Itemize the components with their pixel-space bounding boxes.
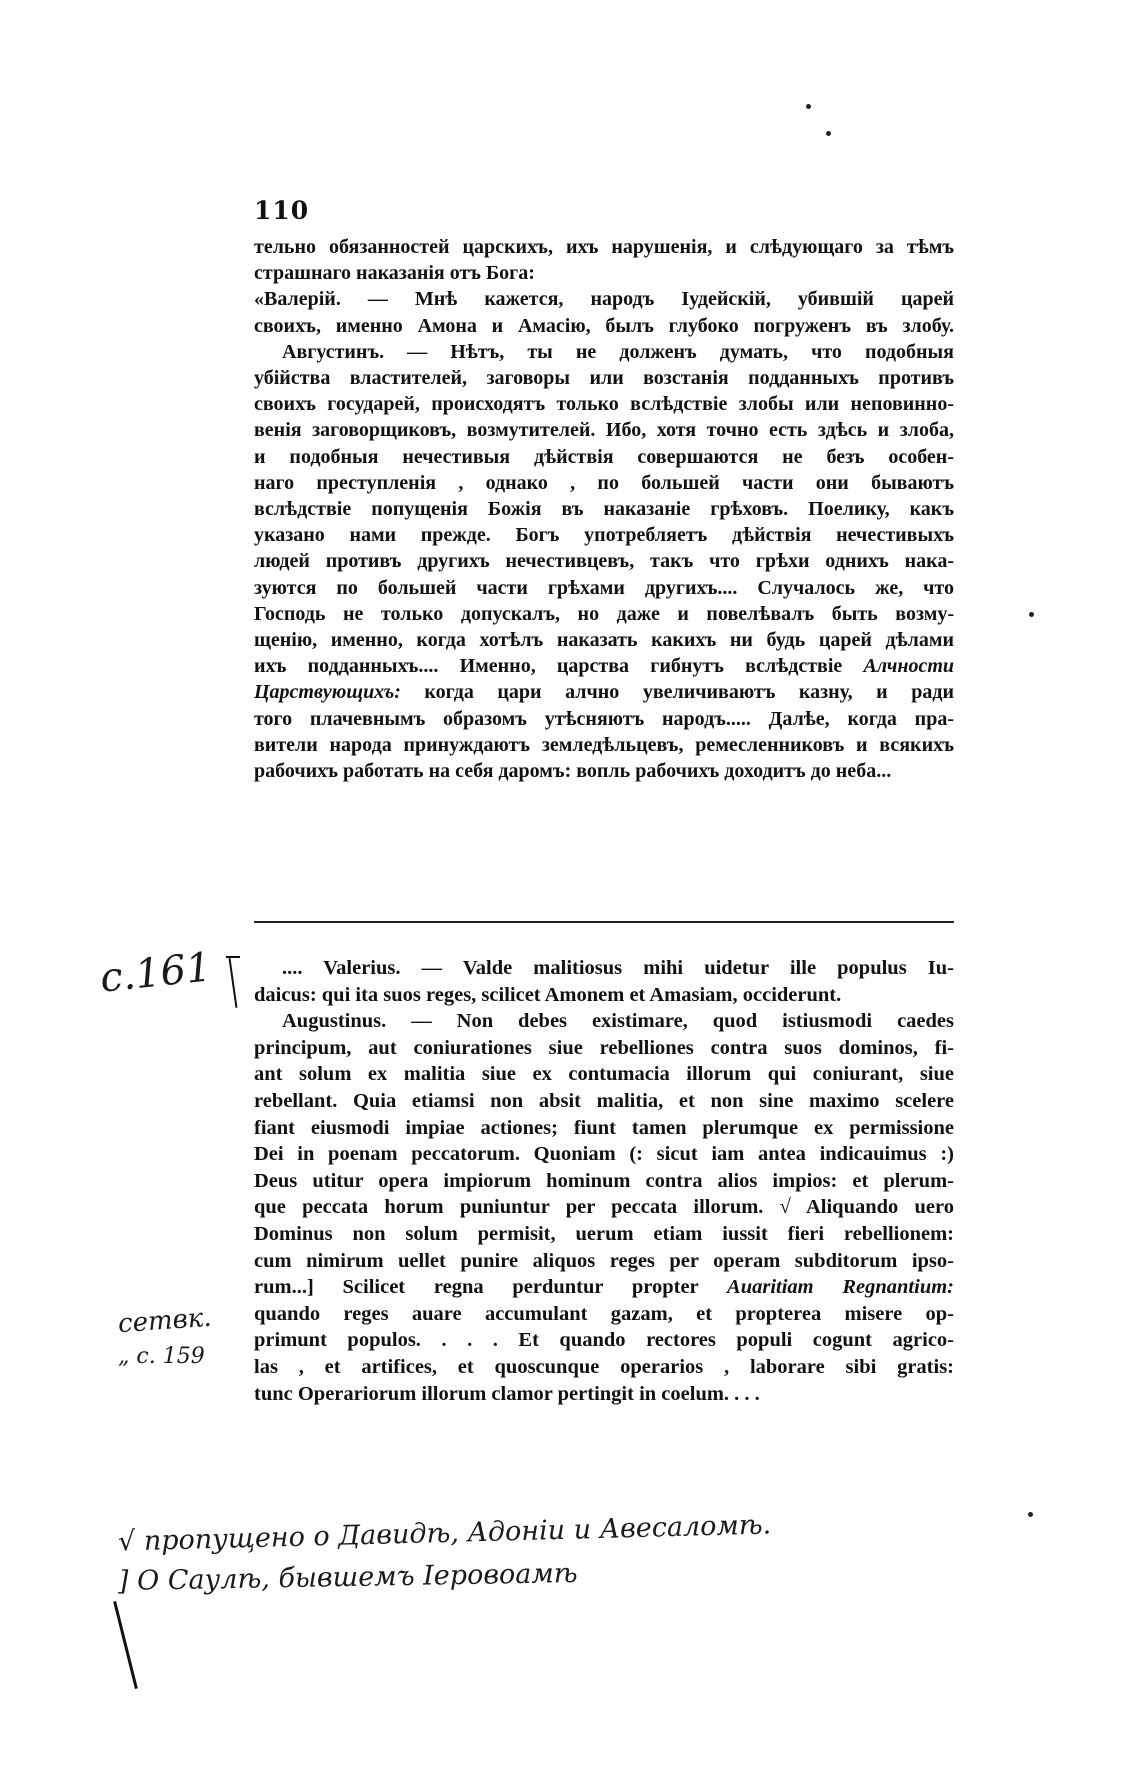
latin-text [254, 955, 954, 1407]
speck-2 [826, 131, 831, 136]
ru-line-3: «Валерій. — Мнѣ кажется, народъ Іудейскій, убившій царей [254, 288, 954, 311]
ru-line-16: щенію, именно, когда хотѣлъ наказать какихъ ни будь царей дѣлами [254, 629, 954, 652]
la-line-1: .... Valerius. — Valde malitiosus mihi uidetur ille populus Iu- [282, 957, 954, 979]
page-number: 110 [254, 196, 310, 225]
russian-text [254, 234, 954, 784]
handwritten-margin-ref-2: ceтвк. [117, 1302, 213, 1340]
la-line-2: daicus: qui ita suos reges, scilicet Amonem et Amasiam, occiderunt. [254, 983, 842, 1006]
la-line-6: rebellant. Quia etiamsi non absit malitia, et non sine maximo scelere [254, 1089, 954, 1112]
ru-line-8: венія заговорщиковъ, возмутителей. Ибо, хотя точно есть здѣсь и злоба, [254, 419, 954, 442]
ru-line-4: своихъ, именно Амона и Амасію, былъ глубоко погруженъ въ злобу. [254, 314, 954, 337]
la-line-3: Augustinus. — Non debes existimare, quod istiusmodi caedes [282, 1010, 954, 1033]
ru-line-1: тельно обязанностей царскихъ, ихъ нарушенія, и слѣдующаго за тѣмъ [254, 236, 954, 258]
ru-line-6: убійства властителей, заговоры или возстанія подданныхъ противъ [254, 367, 954, 390]
la-line-5: ant solum ex malitia siue ex contumacia illorum qui coniurant, siue [254, 1063, 954, 1086]
la-line-13-text: rum...] Scilicet regna perduntur propter [254, 1276, 699, 1299]
ru-line-12: указано нами прежде. Богъ употребляетъ дѣйствія нечестивыхъ [254, 524, 954, 547]
la-line-14: quando reges auare accumulant gazam, et propterea misere op- [254, 1302, 954, 1325]
la-line-15: primunt populos. . . . Et quando rectores populi cogunt agrico- [254, 1329, 954, 1352]
ru-italic-tsarstvuyushchikh: Царствующихъ: [254, 681, 401, 704]
margin-bracket-mark [229, 958, 238, 1008]
la-line-11: Dominus non solum permisit, uerum etiam iussit fieri rebellionem: [254, 1222, 954, 1245]
la-line-16: las , et artifices, et quoscunque operarios , laborare sibi gratis: [254, 1355, 954, 1378]
ru-line-5: Августинъ. — Нѣтъ, ты не долженъ думать, что подобныя [282, 340, 954, 363]
la-line-7: fiant eiusmodi impiae actiones; fiunt tamen plerumque ex permissione [254, 1116, 954, 1139]
ru-line-11: вслѣдствіе попущенія Божія въ наказаніе грѣховъ. Поелику, какъ [254, 498, 954, 521]
ru-line-17-text: ихъ подданныхъ.... Именно, царства гибнутъ вслѣдствіе [254, 655, 843, 678]
handwritten-bracket-stroke [113, 1601, 138, 1689]
handwritten-note-1: √ пропущено о Давидѣ, Адонiи и Авесаломѣ. [117, 1509, 772, 1558]
ru-line-10: наго преступленія , однако , по большей части они бываютъ [254, 471, 954, 494]
la-line-4: principum, aut coniurationes siue rebelliones contra suos dominos, fi- [254, 1036, 954, 1059]
ru-line-2: страшнаго наказанія отъ Бога: [254, 262, 535, 285]
speck-3 [1029, 612, 1034, 617]
ru-line-21: рабочихъ работать на себя даромъ: вопль рабочихъ доходитъ до неба... [254, 760, 892, 783]
ru-line-18 [254, 679, 954, 705]
la-line-8: Dei in poenam peccatorum. Quoniam (: sicut iam antea indicauimus :) [254, 1143, 954, 1166]
ru-line-13: людей противъ другихъ нечестивцевъ, такъ что грѣхи однихъ нака- [254, 550, 954, 573]
la-line-10: que peccata horum puniuntur per peccata illorum. √ Aliquando uero [254, 1196, 954, 1219]
la-line-17: tunc Operariorum illorum clamor pertingit in coelum. . . . [254, 1382, 760, 1405]
la-line-12: cum nimirum uellet punire aliquos reges per operam subditorum ipso- [254, 1249, 954, 1272]
ru-line-18-text: когда цари алчно увеличиваютъ казну, и ради [424, 681, 954, 704]
ru-line-7: своихъ государей, происходятъ только вслѣдствіе злобы или неповинно- [254, 393, 954, 416]
ru-line-20: вители народа принуждаютъ земледѣльцевъ, ремесленниковъ и всякихъ [254, 733, 954, 756]
speck-4 [1028, 1512, 1033, 1517]
margin-bracket-tick [226, 956, 240, 958]
la-italic-auaritiam: Auaritiam Regnantium: [727, 1276, 954, 1299]
la-line-13 [254, 1274, 954, 1301]
la-line-9: Deus utitur opera impiorum hominum contra alios impios: et plerum- [254, 1169, 954, 1192]
handwritten-note-2: ] О Саулѣ, бывшемъ Іеровоамѣ [117, 1557, 578, 1598]
ru-italic-alchnosti: Алчности [863, 655, 954, 678]
separator-rule [254, 921, 954, 923]
speck-1 [806, 104, 811, 109]
ru-line-9: и подобныя нечестивыя дѣйствія совершаются не безъ особен- [254, 445, 954, 468]
ru-line-14: зуются по большей части грѣхами другихъ.... Случалось же, что [254, 576, 954, 599]
ru-line-17 [254, 653, 954, 679]
ru-line-19: того плачевнымъ образомъ утѣсняютъ народъ..... Далѣе, когда пра- [254, 707, 954, 730]
handwritten-margin-ref-1: c.161 [97, 944, 214, 1002]
handwritten-margin-ref-3: „ с. 159 [118, 1344, 205, 1369]
ru-line-15: Господь не только допускалъ, но даже и повелѣвалъ быть возму- [254, 602, 954, 625]
